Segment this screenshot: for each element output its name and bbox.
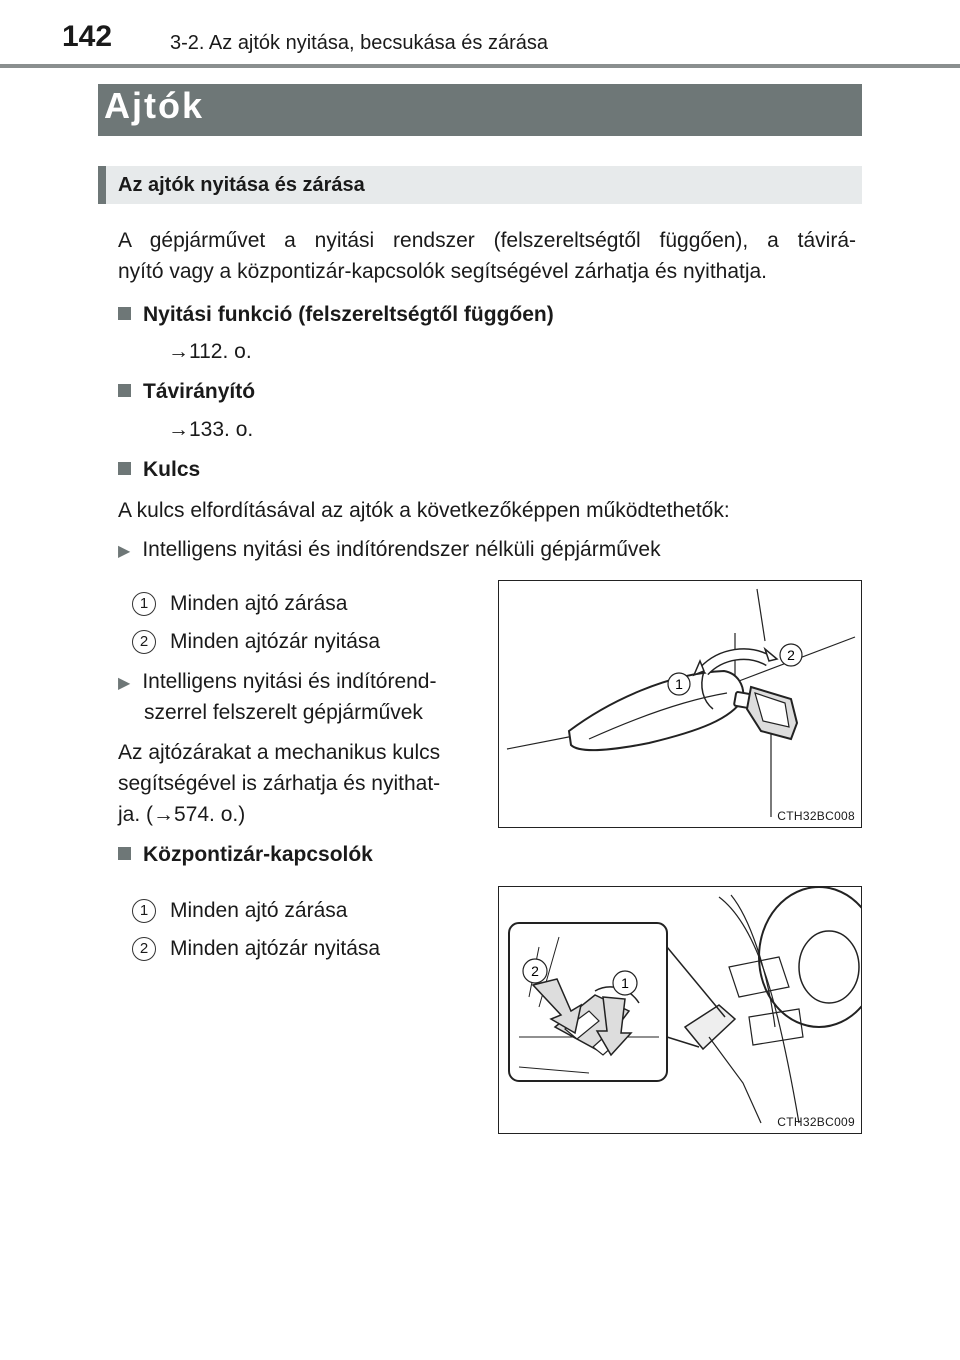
key-step-2: 2 Minden ajtózár nyitása [132, 626, 380, 657]
figure-code: CTH32BC008 [777, 809, 855, 823]
heading-central-lock-switches: Központizár-kapcsolók [118, 843, 373, 867]
figure-label: 1 [621, 975, 629, 991]
figure-label: 1 [675, 676, 683, 692]
number-badge: 1 [132, 899, 156, 923]
switch-step-2: 2 Minden ajtózár nyitása [132, 933, 380, 964]
door-panel-switch-illustration [499, 887, 861, 1133]
section-title-bar [98, 84, 862, 136]
heading-key: Kulcs [118, 458, 200, 482]
intro-line-1: A gépjárművet a nyitási rendszer (felszereltségtől függően), a távirá- [118, 229, 856, 252]
triangle-bullet-icon: ▶ [118, 675, 131, 692]
arrow-right-icon: → [153, 803, 175, 826]
key-description: A kulcs elfordításával az ajtók a következőképpen működtethetők: [118, 499, 730, 522]
number-badge: 2 [132, 937, 156, 961]
figure-label: 2 [531, 963, 539, 979]
bullet-without-smart-entry: ▶ Intelligens nyitási és indítórendszer nélküli gépjárművek [118, 538, 661, 561]
heading-opening-function: Nyitási funkció (felszereltségtől függően) [118, 303, 554, 327]
mechanical-key-line-2: segítségével is zárhatja és nyithat- [118, 772, 441, 795]
square-bullet-icon [118, 462, 131, 475]
arrow-right-icon: → [168, 340, 189, 363]
square-bullet-icon [118, 847, 131, 860]
square-bullet-icon [118, 384, 131, 397]
door-handle-key-illustration [499, 581, 861, 827]
header-divider [0, 64, 960, 68]
bullet-with-smart-entry: ▶ Intelligens nyitási és indítórend- [118, 670, 437, 693]
intro-line-2: nyító vagy a központizár-kapcsolók segítségével zárhatja és nyithatja. [118, 260, 768, 283]
mechanical-key-line-1: Az ajtózárakat a mechanikus kulcs [118, 741, 441, 764]
heading-remote: Távirányító [118, 380, 255, 404]
mechanical-key-line-3: ja. (→574. o.) [118, 803, 246, 826]
figure-central-lock-switch [498, 886, 862, 1134]
section-title: Ajtók [104, 85, 204, 126]
figure-label: 2 [787, 647, 795, 663]
bullet-with-smart-entry-cont: szerrel felszerelt gépjárművek [144, 701, 423, 724]
subsection-accent [98, 166, 106, 204]
arrow-right-icon: → [168, 418, 189, 441]
ref-opening-function: →112. o. [168, 340, 252, 363]
ref-remote: →133. o. [168, 418, 254, 441]
triangle-bullet-icon: ▶ [118, 543, 131, 560]
figure-key-in-door-lock [498, 580, 862, 828]
page-number: 142 [62, 20, 113, 53]
key-step-1: 1 Minden ajtó zárása [132, 588, 347, 619]
square-bullet-icon [118, 307, 131, 320]
switch-step-1: 1 Minden ajtó zárása [132, 895, 347, 926]
running-header: 3-2. Az ajtók nyitása, becsukása és zárása [170, 32, 548, 54]
number-badge: 2 [132, 630, 156, 654]
number-badge: 1 [132, 592, 156, 616]
subsection-title: Az ajtók nyitása és zárása [118, 174, 365, 196]
figure-code: CTH32BC009 [777, 1115, 855, 1129]
